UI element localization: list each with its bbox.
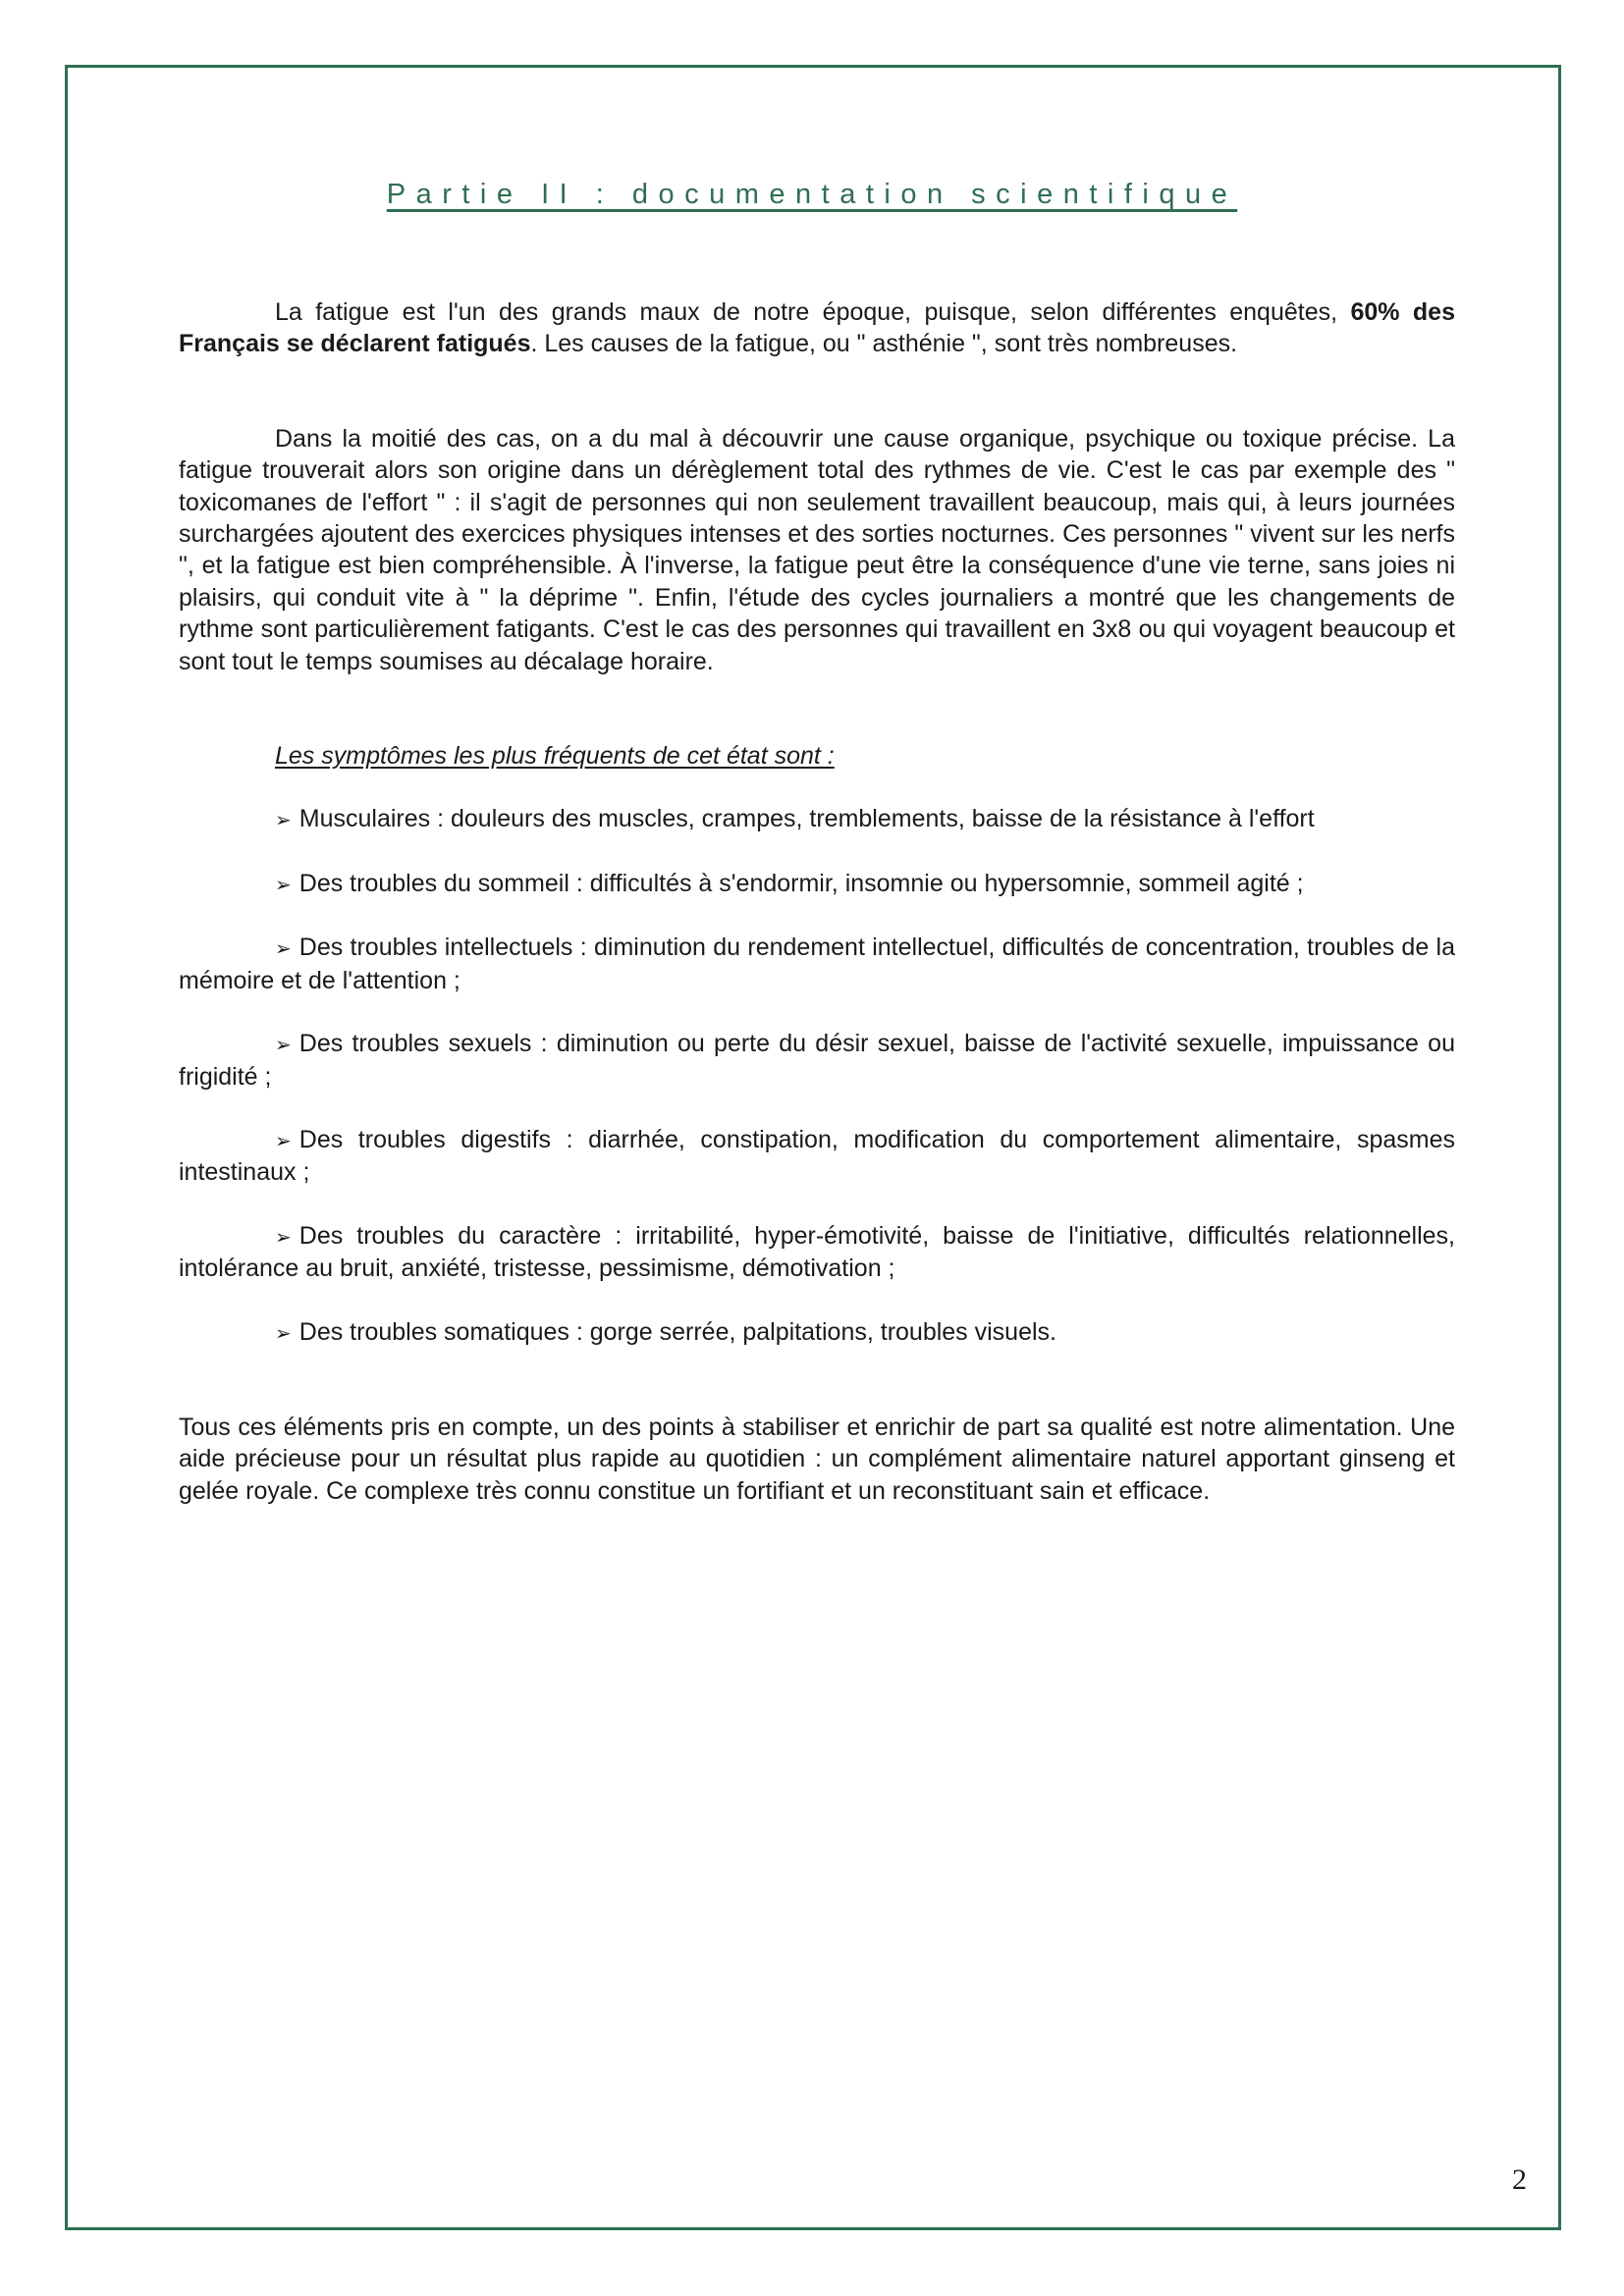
intro-highlight: 60% des Français se déclarent fatigués — [179, 298, 1455, 358]
arrow-bullet-icon: ➢ — [275, 936, 292, 961]
page-number: 2 — [1512, 2163, 1527, 2196]
intro-paragraph: La fatigue est l'un des grands maux de notre époque, puisque, selon différentes enquêtes, 60% des Français se déclarent fatigués. Les causes de la fatigue, ou " asthénie ", sont très nombreuses. — [179, 298, 1455, 358]
arrow-bullet-icon: ➢ — [275, 1224, 292, 1249]
arrow-bullet-icon: ➢ — [275, 872, 292, 896]
symptom-item-6: ➢ Des troubles du caractère : irritabilité, hyper-émotivité, baisse de l'initiative, difficultés relationnelles, intolérance au bruit, anxiété, tristesse, pessimisme, démotivation ; — [179, 1221, 1455, 1283]
causes-paragraph: Dans la moitié des cas, on a du mal à découvrir une cause organique, psychique ou toxique précise. La fatigue trouverait alors son origine dans un dérèglement total des rythmes de vie. C'est le cas par exemple des " toxicomanes de l'effort " : il s'agit de personnes qui non seulement travaillent beaucoup, mais qui, à leurs journées surchargées ajoutent des exercices physiques intenses et des sorties nocturnes. Ces personnes " vivent sur les nerfs ", et la fatigue est bien compréhensible. À l'inverse, la fatigue peut être la conséquence d'une vie terne, sans joies ni plaisirs, qui conduit vite à " la déprime ". Enfin, l'étude des cycles journaliers a montré que les changements de rythme sont particulièrement fatigants. C'est le cas des personnes qui travaillent en 3x8 ou qui voyagent beaucoup et sont tout le temps soumises au décalage horaire. — [179, 424, 1455, 675]
symptom-item-5: ➢ Des troubles digestifs : diarrhée, constipation, modification du comportement alimentaire, spasmes intestinaux ; — [179, 1125, 1455, 1187]
arrow-bullet-icon: ➢ — [275, 1320, 292, 1345]
arrow-bullet-icon: ➢ — [275, 808, 292, 832]
symptom-item-2: ➢ Des troubles du sommeil : difficultés à s'endormir, insomnie ou hypersomnie, sommeil agité ; — [275, 869, 1304, 897]
arrow-bullet-icon: ➢ — [275, 1128, 292, 1152]
symptoms-heading: Les symptômes les plus fréquents de cet état sont : — [275, 742, 835, 771]
document-body — [179, 296, 1455, 1507]
conclusion-paragraph: Tous ces éléments pris en compte, un des points à stabiliser et enrichir de part sa qualité est notre alimentation. Une aide précieuse pour un résultat plus rapide au quotidien : un complément alimentaire naturel apportant ginseng et gelée royale. Ce complexe très connu constitue un fortifiant et un reconstituant sain et efficace. — [179, 1413, 1455, 1505]
symptom-item-4: ➢ Des troubles sexuels : diminution ou perte du désir sexuel, baisse de l'activité sexuelle, impuissance ou frigidité ; — [179, 1030, 1455, 1091]
symptom-item-1: ➢ Musculaires : douleurs des muscles, crampes, tremblements, baisse de la résistance à l'effort — [275, 805, 1315, 833]
arrow-bullet-icon: ➢ — [275, 1033, 292, 1057]
page-title: Partie II : documentation scientifique — [386, 179, 1238, 210]
symptom-item-3: ➢ Des troubles intellectuels : diminution du rendement intellectuel, difficultés de concentration, troubles de la mémoire et de l'attention ; — [179, 934, 1455, 994]
symptom-item-7: ➢ Des troubles somatiques : gorge serrée, palpitations, troubles visuels. — [275, 1317, 1056, 1346]
